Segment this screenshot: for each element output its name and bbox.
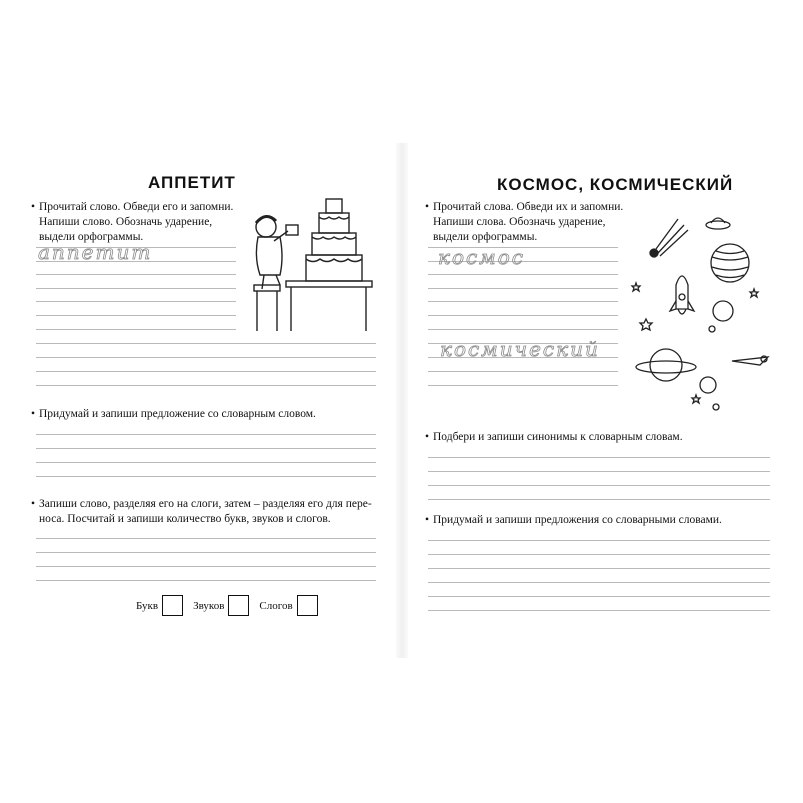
sounds-box[interactable] bbox=[228, 595, 249, 616]
space-illustration bbox=[620, 201, 780, 423]
sounds-label: Звуков bbox=[193, 599, 225, 612]
left-page bbox=[18, 143, 390, 658]
traceable-word-2[interactable]: космический bbox=[440, 337, 600, 361]
right-page bbox=[412, 143, 784, 658]
task-compose-sentences: • Придумай и запиши предложения со словарными словами. bbox=[425, 514, 722, 526]
count-boxes bbox=[130, 595, 318, 616]
traceable-word-1[interactable]: космос bbox=[438, 245, 526, 269]
traceable-word[interactable]: аппетит bbox=[38, 240, 153, 264]
page-title: КОСМОС, КОСМИЧЕСКИЙ bbox=[497, 175, 734, 194]
book-gutter bbox=[396, 143, 408, 658]
task-read-words: • Прочитай слова. Обведи их и запомни. Напиши слова. Обозначь ударение, выдели орфограммы. bbox=[425, 201, 624, 243]
letters-label: Букв bbox=[136, 599, 159, 612]
task-syllables: • Запиши слово, разделяя его на слоги, затем – разделяя его для пере- носа. Посчитай и запиши количество букв, звуков и слогов. bbox=[31, 498, 372, 525]
task-compose-sentence: • Придумай и запиши предложение со словарным словом. bbox=[31, 408, 316, 420]
syllables-box[interactable] bbox=[297, 595, 318, 616]
page-title: АППЕТИТ bbox=[148, 173, 236, 192]
boy-with-cake-illustration bbox=[246, 193, 376, 333]
syllables-label: Слогов bbox=[259, 599, 293, 612]
letters-box[interactable] bbox=[162, 595, 183, 616]
task-read-word: • Прочитай слово. Обведи его и запомни. Напиши слово. Обозначь ударение, выдели орфограммы. bbox=[31, 201, 234, 243]
task-synonyms: • Подбери и запиши синонимы к словарным словам. bbox=[425, 431, 683, 443]
